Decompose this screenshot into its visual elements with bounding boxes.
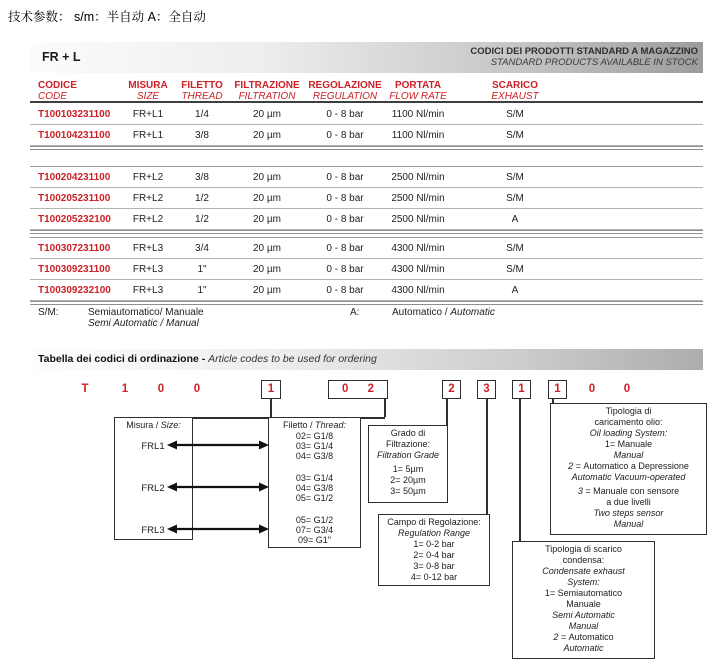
box-line: Grado di bbox=[390, 428, 426, 438]
thread-box-title-it: Filetto / bbox=[282, 420, 315, 430]
product-code: T100104231100 bbox=[38, 130, 111, 141]
code-char: 0 2 bbox=[328, 380, 388, 399]
connector-line bbox=[384, 398, 386, 417]
filtration-box-lines bbox=[369, 428, 447, 497]
table-cell: 0 - 8 bar bbox=[326, 243, 364, 254]
box-line: Regulation Range bbox=[397, 528, 471, 538]
box-line: 2 = Automatico bbox=[553, 632, 614, 642]
box-line: 3= 50µm bbox=[390, 486, 426, 496]
box-line: Automatic Vacuum-operated bbox=[571, 472, 686, 482]
table-cell: 1" bbox=[197, 264, 207, 275]
table-cell: 4300 Nl/min bbox=[391, 243, 445, 254]
thread-option: 04= G3/8 bbox=[295, 483, 334, 493]
regulation-box-lines bbox=[379, 517, 489, 583]
group-separator bbox=[30, 146, 703, 150]
product-code: T100309231100 bbox=[38, 264, 111, 275]
box-line: Semi Automatic bbox=[552, 610, 615, 620]
code-char: 1 bbox=[121, 383, 129, 395]
ordering-bar bbox=[30, 349, 703, 370]
table-cell: 1100 Nl/min bbox=[391, 130, 445, 141]
box-line: 3= 0-8 bar bbox=[413, 561, 455, 571]
table-cell: S/M bbox=[506, 130, 524, 141]
table-cell: FR+L3 bbox=[132, 264, 164, 275]
thread-option: 03= G1/4 bbox=[295, 473, 334, 483]
ordering-bar-title-it: Tabella dei codici di ordinazione - bbox=[38, 353, 209, 365]
legend-a-text: Automatico / bbox=[392, 307, 451, 318]
table-cell: 3/4 bbox=[195, 243, 209, 254]
table-cell: FR+L3 bbox=[132, 285, 164, 296]
table-cell: S/M bbox=[506, 264, 524, 275]
column-header-it: MISURA bbox=[128, 80, 168, 91]
code-char: 2 bbox=[442, 380, 461, 399]
column-header bbox=[480, 80, 550, 102]
table-cell: FR+L2 bbox=[132, 172, 164, 183]
connector-line bbox=[270, 398, 272, 417]
table-cell: S/M bbox=[506, 193, 524, 204]
group-separator bbox=[30, 230, 703, 234]
column-header-en: FILTRATION bbox=[238, 91, 296, 102]
box-line: Manuale bbox=[566, 599, 601, 609]
box-line: Automatic bbox=[563, 643, 604, 653]
column-header-en: FLOW RATE bbox=[389, 91, 447, 102]
legend-sm-label: S/M: bbox=[38, 307, 59, 318]
table-cell: 0 - 8 bar bbox=[326, 285, 364, 296]
thread-option: 03= G1/4 bbox=[295, 441, 334, 451]
box-line: caricamento olio: bbox=[594, 417, 663, 427]
connector-line bbox=[193, 417, 271, 419]
connector-line bbox=[446, 398, 448, 426]
thread-box-groups bbox=[269, 431, 360, 545]
box-line: Manual bbox=[613, 450, 644, 460]
table-cell: 1/2 bbox=[195, 193, 209, 204]
box-line: a due livelli bbox=[606, 497, 651, 507]
table-cell: 20 µm bbox=[253, 214, 281, 225]
order-code-row bbox=[0, 380, 713, 399]
thread-option: 07= G3/4 bbox=[295, 525, 334, 535]
box-line: Filtration Grade bbox=[376, 450, 440, 460]
box-line: 1= 5µm bbox=[392, 464, 424, 474]
table-cell: 2500 Nl/min bbox=[391, 193, 445, 204]
column-header-en: CODE bbox=[38, 91, 67, 102]
code-char: 0 bbox=[157, 383, 165, 395]
table-cell: FR+L1 bbox=[132, 130, 164, 141]
table-cell: 20 µm bbox=[253, 109, 281, 120]
thread-option: 02= G1/8 bbox=[295, 431, 334, 441]
thread-box-title-en: Thread: bbox=[314, 420, 347, 430]
table-cell: FR+L2 bbox=[132, 193, 164, 204]
code-char: 1 bbox=[512, 380, 531, 399]
column-header-it: CODICE bbox=[38, 80, 77, 91]
thread-option: 04= G3/8 bbox=[295, 451, 334, 461]
product-code: T100205232100 bbox=[38, 214, 111, 225]
table-row bbox=[30, 188, 703, 209]
legend-a-value bbox=[392, 307, 495, 318]
column-header-it: FILETTO bbox=[181, 80, 223, 91]
product-table bbox=[30, 80, 703, 308]
column-header-it: SCARICO bbox=[491, 80, 539, 91]
table-row bbox=[30, 280, 703, 301]
code-char: 1 bbox=[548, 380, 567, 399]
oil-box-lines bbox=[551, 406, 706, 530]
table-row bbox=[30, 238, 703, 259]
box-line: Condensate exhaust bbox=[542, 566, 625, 576]
table-cell: 3/8 bbox=[195, 172, 209, 183]
box-line: Filtrazione: bbox=[385, 439, 430, 449]
regulation-box bbox=[378, 514, 490, 586]
table-cell: 20 µm bbox=[253, 130, 281, 141]
product-code: T100204231100 bbox=[38, 172, 111, 183]
table-cell: 1100 Nl/min bbox=[391, 109, 445, 120]
box-line: Tipologia di scarico bbox=[545, 544, 622, 554]
table-cell: 4300 Nl/min bbox=[391, 285, 445, 296]
table-row bbox=[30, 104, 703, 125]
page-title: FR + L bbox=[42, 50, 81, 64]
table-cell: 4300 Nl/min bbox=[391, 264, 445, 275]
legend-sm-value bbox=[88, 307, 204, 329]
box-line: 3 = Manuale con sensore bbox=[577, 486, 680, 496]
legend-a-text-italic: Automatic bbox=[450, 307, 495, 318]
size-item: FRL1 bbox=[141, 441, 165, 452]
table-cell: 1/2 bbox=[195, 214, 209, 225]
ordering-bar-title-en: Article codes to be used for ordering bbox=[208, 353, 377, 365]
connector-line bbox=[486, 398, 488, 515]
legend-sm-line1: Semiautomatico/ Manuale bbox=[88, 307, 204, 318]
thread-option: 05= G1/2 bbox=[295, 493, 334, 503]
box-line: 2 = Automatico a Depressione bbox=[568, 461, 689, 471]
table-cell: 20 µm bbox=[253, 285, 281, 296]
table-cell: 3/8 bbox=[195, 130, 209, 141]
column-header bbox=[170, 80, 234, 102]
table-cell: 0 - 8 bar bbox=[326, 130, 364, 141]
table-cell: 2500 Nl/min bbox=[391, 214, 445, 225]
exhaust-box-lines bbox=[513, 544, 654, 654]
code-char: 3 bbox=[477, 380, 496, 399]
box-line: Campo di Regolazione: bbox=[387, 517, 481, 527]
column-header-it: FILTRAZIONE bbox=[234, 80, 300, 91]
box-line: 1= Semiautomatico bbox=[544, 588, 623, 598]
product-code: T100103231100 bbox=[38, 109, 111, 120]
header-right-line1: CODICI DEI PRODOTTI STANDARD A MAGAZZINO bbox=[470, 46, 698, 57]
thread-group bbox=[269, 431, 360, 461]
box-line: 2= 0-4 bar bbox=[413, 550, 455, 560]
column-header-en: THREAD bbox=[181, 91, 223, 102]
size-box-title-it: Misura / bbox=[126, 420, 161, 430]
column-header-it: PORTATA bbox=[394, 80, 442, 91]
table-cell: 0 - 8 bar bbox=[326, 109, 364, 120]
oil-loading-box bbox=[550, 403, 707, 535]
product-code: T100307231100 bbox=[38, 243, 111, 254]
table-cell: 0 - 8 bar bbox=[326, 172, 364, 183]
table-cell: S/M bbox=[506, 172, 524, 183]
filtration-box bbox=[368, 425, 448, 503]
thread-box bbox=[268, 417, 361, 548]
connector-line bbox=[360, 417, 385, 419]
table-row bbox=[30, 125, 703, 146]
column-header-en: EXHAUST bbox=[491, 91, 539, 102]
box-line: System: bbox=[567, 577, 600, 587]
column-header bbox=[376, 80, 460, 102]
legend-a-label: A: bbox=[350, 307, 360, 318]
code-char: 0 bbox=[193, 383, 201, 395]
header-right bbox=[470, 46, 698, 68]
thread-group bbox=[269, 515, 360, 545]
table-cell: 1" bbox=[197, 285, 207, 296]
product-code: T100309232100 bbox=[38, 285, 111, 296]
table-cell: A bbox=[511, 214, 519, 225]
code-char: 0 bbox=[588, 383, 596, 395]
thread-box-title bbox=[269, 418, 360, 429]
code-char: T bbox=[81, 383, 89, 395]
table-cell: 20 µm bbox=[253, 243, 281, 254]
box-line: Tipologia di bbox=[605, 406, 652, 416]
table-cell: 0 - 8 bar bbox=[326, 193, 364, 204]
column-header bbox=[233, 80, 301, 102]
box-line: 1= Manuale bbox=[604, 439, 653, 449]
column-header bbox=[307, 80, 383, 102]
table-cell: 20 µm bbox=[253, 264, 281, 275]
box-line: 1= 0-2 bar bbox=[413, 539, 455, 549]
table-cell: FR+L2 bbox=[132, 214, 164, 225]
thread-option: 05= G1/2 bbox=[295, 515, 334, 525]
column-header-en: SIZE bbox=[136, 91, 160, 102]
product-code: T100205231100 bbox=[38, 193, 111, 204]
table-cell: 1/4 bbox=[195, 109, 209, 120]
box-line: Two steps sensor bbox=[593, 508, 664, 518]
size-box-title-en: Size: bbox=[160, 420, 181, 430]
box-line: 4= 0-12 bar bbox=[410, 572, 458, 582]
column-header-it: REGOLAZIONE bbox=[308, 80, 382, 91]
box-line: 2= 20µm bbox=[390, 475, 426, 485]
table-cell: 0 - 8 bar bbox=[326, 214, 364, 225]
code-char: 1 bbox=[261, 380, 281, 399]
legend-sm-line2: Semi Automatic / Manual bbox=[88, 318, 199, 329]
table-cell: 0 - 8 bar bbox=[326, 264, 364, 275]
table-row bbox=[30, 209, 703, 230]
table-cell: 20 µm bbox=[253, 193, 281, 204]
header-right-line2: STANDARD PRODUCTS AVAILABLE IN STOCK bbox=[490, 57, 698, 68]
condensate-exhaust-box bbox=[512, 541, 655, 659]
thread-option: 09= G1" bbox=[298, 535, 331, 545]
table-group bbox=[30, 166, 703, 234]
table-row bbox=[30, 259, 703, 280]
table-row bbox=[30, 167, 703, 188]
box-line: condensa: bbox=[562, 555, 605, 565]
table-cell: S/M bbox=[506, 243, 524, 254]
table-group bbox=[30, 104, 703, 150]
header-bar bbox=[30, 42, 703, 73]
size-box bbox=[114, 417, 193, 540]
box-line: Manual bbox=[613, 519, 644, 529]
table-cell: 20 µm bbox=[253, 172, 281, 183]
technical-note: 技术参数： s/m：半自动 A：全自动 bbox=[8, 10, 206, 24]
size-item: FRL2 bbox=[141, 483, 165, 494]
table-group bbox=[30, 237, 703, 305]
box-line: Oil loading System: bbox=[589, 428, 668, 438]
box-line: Manual bbox=[568, 621, 599, 631]
size-item: FRL3 bbox=[141, 525, 165, 536]
connector-line bbox=[519, 398, 521, 542]
thread-group bbox=[269, 473, 360, 503]
table-header bbox=[30, 80, 703, 103]
column-header-en: REGULATION bbox=[312, 91, 378, 102]
group-separator bbox=[30, 301, 703, 305]
table-cell: FR+L3 bbox=[132, 243, 164, 254]
table-cell: A bbox=[511, 285, 519, 296]
size-box-title bbox=[115, 418, 192, 429]
code-char: 0 bbox=[623, 383, 631, 395]
table-cell: FR+L1 bbox=[132, 109, 164, 120]
table-cell: 2500 Nl/min bbox=[391, 172, 445, 183]
table-cell: S/M bbox=[506, 109, 524, 120]
